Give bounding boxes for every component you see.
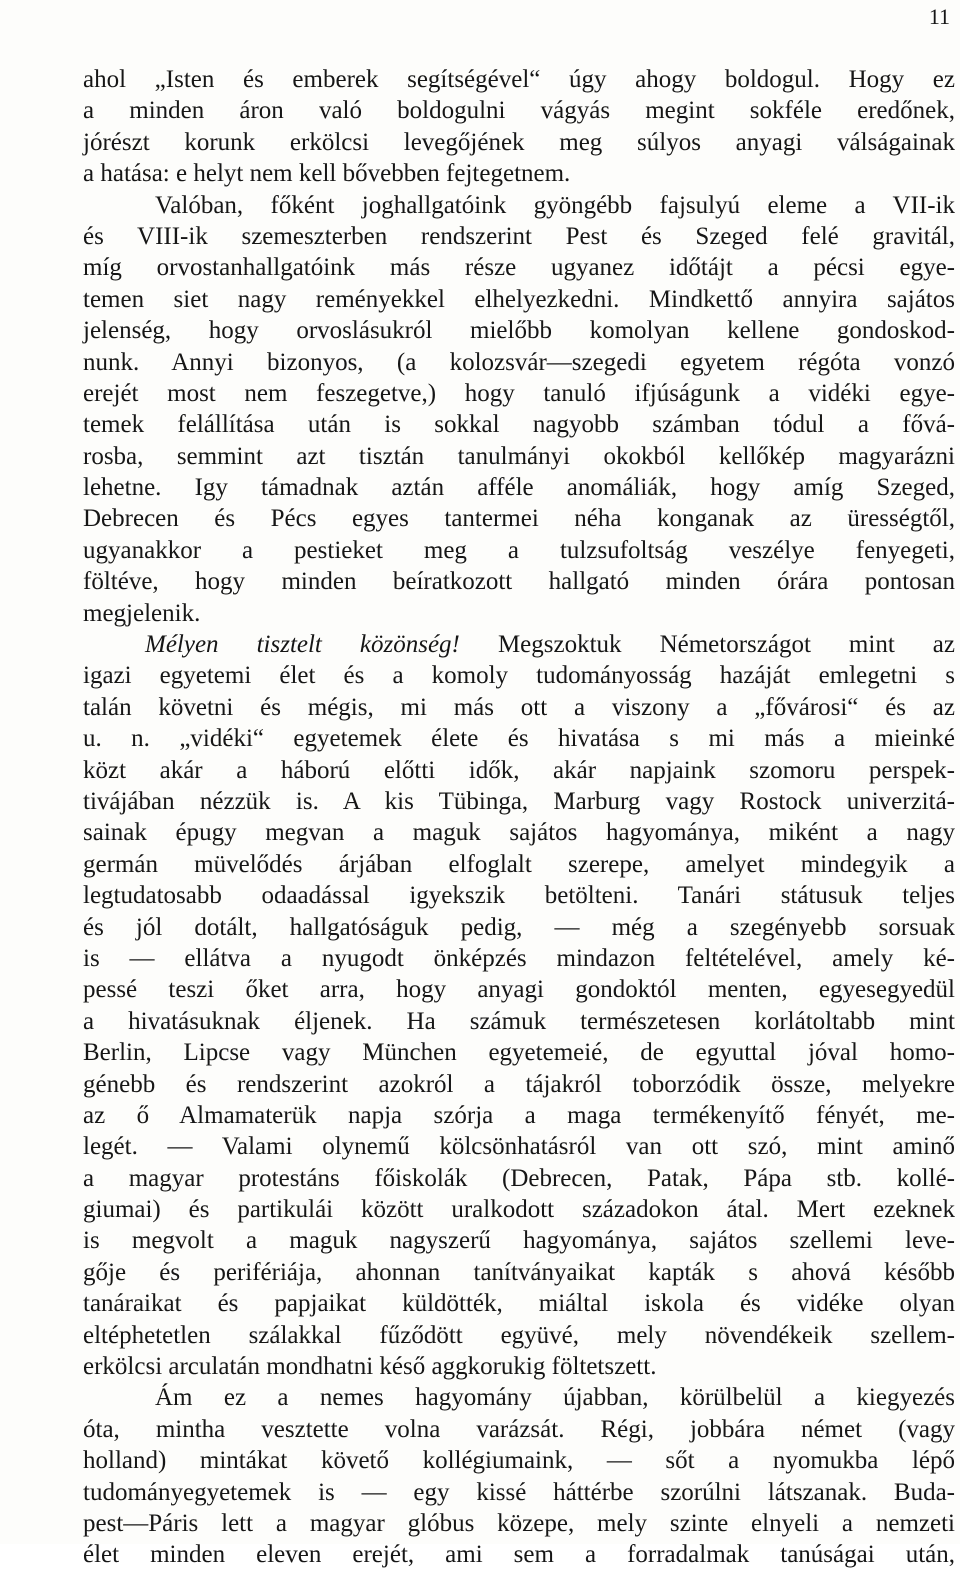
- text-line: Debrecen és Pécs egyes tantermei néha konganak az ürességtől,: [83, 505, 955, 533]
- text-line: temek felállítása után is sokkal nagyobb számban tódul a fővá-: [83, 411, 955, 439]
- text-line: tivájában nézzük is. A kis Tübinga, Marburg vagy Rostock univerzitá-: [83, 787, 955, 815]
- text-line: génebb és rendszerint azokról a tájakról toborzódik össze, melyekre: [83, 1070, 955, 1098]
- text-line: tanáraikat és papjaikat küldötték, miáltal iskola és vidéke olyan: [83, 1290, 955, 1318]
- text-line: talán követni és mégis, mi más ott a viszony a „fővárosi“ és az: [83, 693, 955, 721]
- text-line-with-address: [83, 629, 955, 660]
- text-line: pessé teszi őket arra, hogy anyagi gondoktól menten, egyesegyedül: [83, 976, 955, 1004]
- text-line: a minden áron való boldogulni vágyás megint sokféle eredőnek,: [83, 97, 955, 125]
- text-line: élet minden eleven erejét, ami sem a forradalmak tanúságai után,: [83, 1541, 955, 1569]
- text-line: holland) mintákat követő kollégiumaink, — sőt a nyomukba lépő: [83, 1447, 955, 1475]
- text-line: erejét most nem feszegetve,) hogy tanuló ifjúságunk a vidéki egye-: [83, 379, 955, 407]
- text-line: Ám ez a nemes hagyomány újabban, körülbelül a kiegyezés: [155, 1384, 955, 1412]
- text-line: nunk. Annyi bizonyos, (a kolozsvár—szegedi egyetem régóta vonzó: [83, 348, 955, 376]
- text-line: erkölcsi arculatán mondhatni késő aggkorukig föltetszett.: [83, 1353, 657, 1381]
- text-line: jórészt korunk erkölcsi levegőjének meg súlyos anyagi válságainak: [83, 128, 955, 156]
- text-line: temen siet nagy reményekkel elhelyezkedni. Mindkettő annyira sajátos: [83, 285, 955, 313]
- text-line: jelenség, hogy orvoslásukról mielőbb komolyan kellene gondoskod-: [83, 317, 955, 345]
- text-line: Valóban, főként joghallgatóink gyöngébb fajsulyú eleme a VII-ik: [155, 191, 955, 219]
- text-line: germán müvelődés árjában elfoglalt szerepe, amelyet mindegyik a: [83, 850, 955, 878]
- text-line: ugyanakkor a pestieket meg a tulzsufoltság veszélye fenyegeti,: [83, 536, 955, 564]
- text-line: lehetne. Igy támadnak aztán afféle anomáliák, hogy amíg Szeged,: [83, 474, 955, 502]
- text-line: az ő Almamaterük napja szórja a maga termékenyítő fényét, me-: [83, 1101, 955, 1129]
- body-text: [83, 64, 955, 1571]
- text-line: föltéve, hogy minden beíratkozott hallgató minden órára pontosan: [83, 568, 955, 596]
- text-line: rosba, semmint azt tisztán tanulmányi okokból kellőkép magyarázni: [83, 442, 955, 470]
- text-line: tudományegyetemek is — egy kissé háttérbe szorúlni látszanak. Buda-: [83, 1478, 955, 1506]
- text-line: a hivatásuknak éljenek. Ha számuk természetesen korlátoltabb mint: [83, 1007, 955, 1035]
- text-line: ahol „Isten és emberek segítségével“ úgy ahogy boldogul. Hogy ez: [83, 66, 955, 93]
- text-line: eltéphetetlen szálakkal fűződött együvé, mely növendékeik szellem-: [83, 1321, 955, 1349]
- page-number: 11: [928, 4, 950, 29]
- text-line: is megvolt a maguk nagyszerű hagyománya, sajátos szellemi leve-: [83, 1227, 955, 1255]
- text-line: legét. — Valami olynemű kölcsönhatásról van ott szó, mint aminő: [83, 1133, 955, 1161]
- text-line: a magyar protestáns főiskolák (Debrecen, Patak, Pápa stb. kollé-: [83, 1164, 955, 1192]
- text-line: megjelenik.: [83, 599, 201, 627]
- address-phrase: Mélyen tisztelt közönség!: [145, 631, 460, 659]
- text-line: gője és perifériája, ahonnan tanítványaikat kapták s ahová később: [83, 1258, 955, 1286]
- text-line: míg orvostanhallgatóink más része ugyanez időtájt a pécsi egye-: [83, 254, 955, 282]
- text-line: sainak épugy megvan a maguk sajátos hagyománya, miként a nagy: [83, 819, 955, 847]
- text-line: legtudatosabb odaadással igyekszik betölteni. Tanári státusuk teljes: [83, 882, 955, 910]
- text-line: és jól dotált, hallgatóságuk pedig, — még a szegényebb sorsuak: [83, 913, 955, 941]
- text-line-rest: Megszoktuk Németországot mint az: [497, 631, 955, 659]
- text-line: a hatása: e helyt nem kell bővebben fejtegetnem.: [83, 160, 571, 188]
- text-line: u. n. „vidéki“ egyetemek élete és hivatása s mi más a mieinké: [83, 725, 955, 753]
- text-line: óta, mintha vesztette volna varázsát. Régi, jobbára német (vagy: [83, 1415, 955, 1443]
- text-line: is — ellátva a nyugodt önképzés mindazon feltételével, amely ké-: [83, 944, 955, 972]
- text-line: Berlin, Lipcse vagy München egyetemeié, de egyuttal jóval homo-: [83, 1039, 955, 1067]
- text-line: közt akár a háború előtti idők, akár napjaink szomoru perspek-: [83, 756, 955, 784]
- text-line: és VIII-ik szemeszterben rendszerint Pest és Szeged felé gravitál,: [83, 222, 955, 250]
- text-line: giumai) és partikulái között uralkodott századokon átal. Mert ezeknek: [83, 1196, 955, 1224]
- text-line: pest—Páris lett a magyar glóbus közepe, mely szinte elnyeli a nemzeti: [83, 1509, 955, 1537]
- text-line: igazi egyetemi élet és a komoly tudományosság hazáját emlegetni s: [83, 662, 955, 690]
